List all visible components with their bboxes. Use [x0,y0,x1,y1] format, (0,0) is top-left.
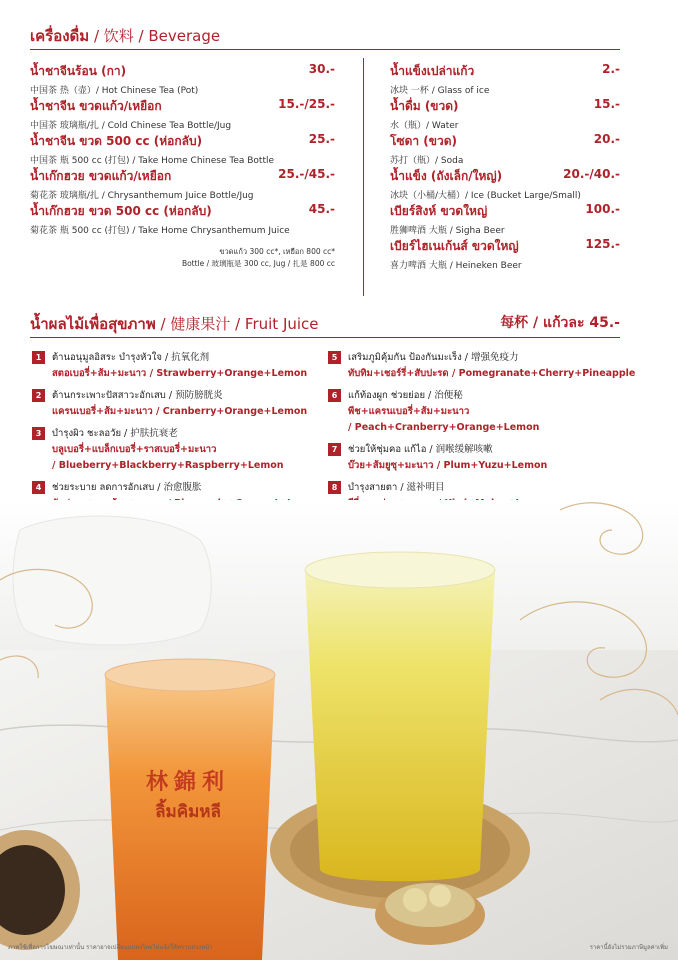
juice-item [328,350,636,382]
beverage-item-desc: 水（瓶）/ Water [390,121,459,131]
juice-item-number: 7 [328,443,341,456]
juice-divider [30,337,620,338]
juice-item-benefit: ต้านกระเพาะปัสสาวะอักเสบ / 预防膀胱炎 [52,390,223,401]
beverage-item [390,62,620,97]
beverage-item [30,132,335,167]
beverage-item [30,97,335,132]
beverage-item [390,202,620,237]
bottle-size-note-th: ขวดแก้ว 300 cc*, เหยือก 800 cc* [219,247,335,256]
juice-item-benefit: ต้านอนุมูลอิสระ บำรุงหัวใจ / 抗氧化剂 [52,352,210,363]
footnote-right: ราคานี้ยังไม่รวมภาษีมูลค่าเพิ่ม [589,944,668,951]
beverage-left-list [30,62,335,237]
beverage-item-name: น้ำเก๊กฮวย ขวดแก้ว/เหยือก [30,169,172,183]
juice-item-number: 8 [328,481,341,494]
beverage-item-name: น้ำชาจีน ขวดแก้ว/เหยือก [30,99,162,113]
juice-item-benefit: ช่วยให้ชุ่มคอ แก้ไอ / 润喉缓解咳嗽 [348,444,493,455]
footnote-left: ภาพใช้เพื่อการโฆษณาเท่านั้น ราคาอาจเปลี่ยนแปลงโดยไม่แจ้งให้ทราบล่วงหน้า [8,944,213,951]
beverage-title [30,24,220,48]
juice-item-number: 6 [328,389,341,402]
juice-item [32,426,327,474]
juice-item [328,442,628,474]
beverage-title-th: เครื่องดื่ม [30,27,90,45]
juice-title-rest: / 健康果汁 / Fruit Juice [155,315,319,333]
juice-left-list [32,350,327,518]
juice-item-number: 4 [32,481,45,494]
juice-item-ingredients: แครนเบอรี่+ส้ม+มะนาว / Cranberry+Orange+Lemon [52,406,308,417]
beverage-right-list [390,62,620,272]
juice-item-benefit: ช่วยระบาย ลดการอักเสบ / 治愈腹胀 [52,482,202,493]
beverage-item-name: โซดา (ขวด) [390,134,458,148]
beverage-item-price: 2.- [602,62,620,76]
beverage-item-price: 15.- [593,97,620,111]
beverage-item-price: 20.-/40.- [563,167,620,181]
juice-item-ingredients: บ๊วย+ส้มยูซุ+มะนาว / Plum+Yuzu+Lemon [348,460,548,471]
juice-item-number: 1 [32,351,45,364]
juice-item-ingredients-en: / Peach+Cranberry+Orange+Lemon [348,422,540,433]
beverage-item-name: น้ำชาจีนร้อน (กา) [30,64,127,78]
juice-item-ingredients-en: / Blueberry+Blackberry+Raspberry+Lemon [52,460,284,471]
beverage-item-desc: 菊花茶 瓶 500 cc (打包) / Take Home Chrysanthemum Juice [30,226,290,236]
beverage-divider [30,49,620,50]
beverage-item-name: น้ำชาจีน ขวด 500 cc (ห่อกลับ) [30,134,203,148]
juice-item [328,388,628,436]
beverage-item [390,97,620,132]
beverage-item [390,167,620,202]
juice-item-number: 5 [328,351,341,364]
beverage-item-desc: 冰块（小桶/大桶）/ Ice (Bucket Large/Small) [390,191,581,201]
juice-item-benefit: บำรุงผิว ชะลอวัย / 护肤抗衰老 [52,428,178,439]
beverage-item-name: น้ำดื่ม (ขวด) [390,99,459,113]
juice-item-ingredients: ทับทิม+เชอร์รี่+สับปะรด / Pomegranate+Cherry+Pineapple [348,368,636,379]
juice-item [32,350,327,382]
juice-item-number: 2 [32,389,45,402]
beverage-item-name: น้ำแข็งเปล่าแก้ว [390,64,475,78]
beverage-item-price: 45.- [308,202,335,216]
beverage-item-price: 30.- [308,62,335,76]
beverage-item-desc: 喜力啤酒 大瓶 / Heineken Beer [390,261,522,271]
beverage-item [30,167,335,202]
beverage-item-desc: 冰块 一杯 / Glass of ice [390,86,490,96]
beverage-item [30,62,335,97]
beverage-item-price: 20.- [593,132,620,146]
juice-item-benefit: แก้ท้องผูก ช่วยย่อย / 治便秘 [348,390,463,401]
juice-item-number: 3 [32,427,45,440]
beverage-item-price: 25.-/45.- [278,167,335,181]
beverage-item-desc: 胜狮啤酒 大瓶 / Sigha Beer [390,226,505,236]
beverage-item-name: น้ำเก๊กฮวย ขวด 500 cc (ห่อกลับ) [30,204,212,218]
glass-logo-th: ลิ้มคิมหลี [155,802,221,822]
beverage-item [390,237,620,272]
juice-title [30,312,319,336]
bottle-size-note-en: Bottle / 玻璃瓶是 300 cc, Jug / 扎是 800 cc [181,259,335,268]
beverage-item [30,202,335,237]
beverage-item-name: น้ำแข็ง (ถังเล็ก/ใหญ่) [390,169,503,183]
beverage-title-rest: / 饮料 / Beverage [89,27,221,45]
juice-photo [0,500,678,960]
beverage-item-desc: 中国茶 瓶 500 cc (打包) / Take Home Chinese Tea Bottle [30,156,275,166]
juice-item-ingredients: สตอเบอรี่+ส้ม+มะนาว / Strawberry+Orange+Lemon [52,368,308,379]
juice-right-list [328,350,636,518]
beverage-item-name: เบียร์ไฮเนเก้นส์ ขวดใหญ่ [390,239,519,253]
juice-item-benefit: บำรุงสายตา / 滋补明目 [348,482,445,493]
juice-item-ingredients: พีช+แครนเบอรี่+ส้ม+มะนาว [348,406,470,417]
beverage-item [390,132,620,167]
bottle-size-note [150,246,335,270]
juice-item-ingredients: บลูเบอรี่+แบล็กเบอรี่+ราสเบอรี่+มะนาว [52,444,217,455]
juice-item [32,388,327,420]
juice-item-benefit: เสริมภูมิคุ้มกัน ป้องกันมะเร็ง / 增强免疫力 [348,352,519,363]
glass-logo-cn: 林錦利 [145,769,230,795]
beverage-item-desc: 中国茶 玻璃瓶/扎 / Cold Chinese Tea Bottle/Jug [30,121,232,131]
beverage-item-desc: 苏打（瓶）/ Soda [390,156,464,166]
beverage-item-price: 25.- [308,132,335,146]
glass-logo [118,765,258,825]
beverage-item-name: เบียร์สิงห์ ขวดใหญ่ [390,204,488,218]
beverage-item-price: 125.- [585,237,620,251]
yellow-juice-glass [305,570,495,881]
juice-photo-illustration [0,500,678,960]
beverage-item-desc: 菊花茶 玻璃瓶/扎 / Chrysanthemum Juice Bottle/Jug [30,191,254,201]
juice-price-per-glass: 每杯 / แก้วละ 45.- [500,315,620,331]
beverage-column-divider [363,58,364,296]
teapot [13,516,211,645]
beverage-item-price: 15.-/25.- [278,97,335,111]
beverage-item-desc: 中国茶 热（壶）/ Hot Chinese Tea (Pot) [30,86,199,96]
juice-title-th: น้ำผลไม้เพื่อสุขภาพ [30,315,156,333]
beverage-item-price: 100.- [585,202,620,216]
